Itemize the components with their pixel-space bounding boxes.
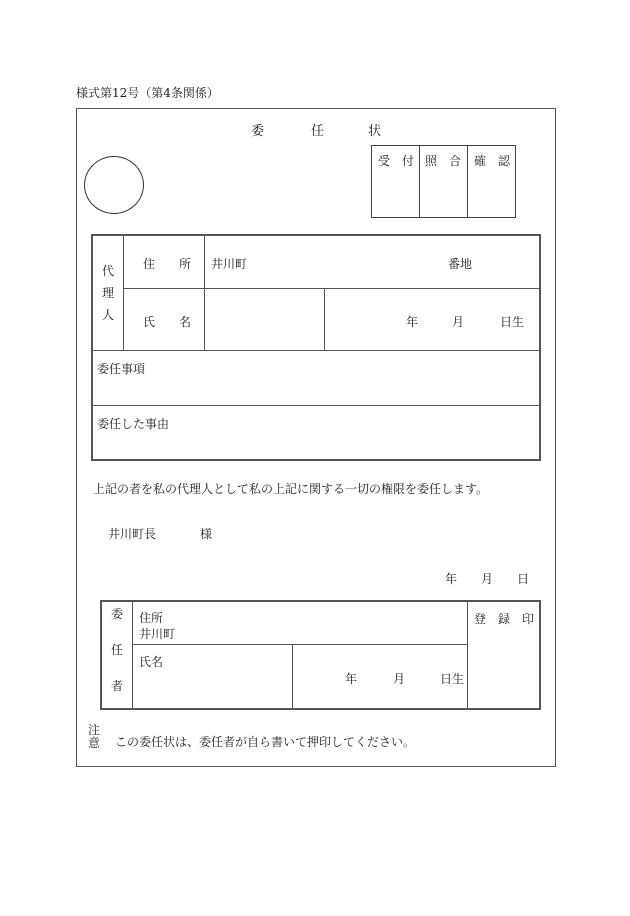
agent-birth-day: 日生 [500,315,525,329]
matters-label: 委任事項 [97,362,146,376]
seal-circle [84,156,144,214]
stamp-label-received: 受 付 [378,154,415,168]
agent-address-town[interactable]: 井川町 [211,257,248,271]
agent-header-char: 代 [101,264,114,278]
principal-seal-divider [467,600,468,710]
title-char-2: 任 [311,124,325,139]
stamp-divider [467,145,468,218]
principal-birth-year: 年 [345,672,358,686]
principal-header-char: 任 [110,643,123,657]
agent-name-field[interactable] [205,289,323,350]
agent-name-divider [324,288,325,351]
stamp-label-checked: 照 合 [425,154,462,168]
title-char-1: 委 [251,124,265,139]
agent-row-divider [91,405,541,406]
principal-name-divider [292,644,293,710]
principal-address-town[interactable]: 井川町 [139,627,176,641]
date-month: 月 [481,572,494,586]
principal-header-char: 者 [110,679,123,693]
principal-birth-month: 月 [393,672,406,686]
agent-address-label: 住 所 [143,257,192,271]
agent-header-divider [123,234,124,351]
agent-row-divider [123,288,541,289]
principal-name-field[interactable] [133,668,291,709]
addressee-honorific: 様 [200,527,213,541]
addressee: 井川町長 [108,527,157,541]
note-text: この委任状は、委任者が自ら書いて押印してください。 [115,735,416,749]
date-year: 年 [445,572,458,586]
principal-name-label: 氏名 [139,655,164,669]
note-char: 意 [87,736,100,750]
principal-row-header [109,608,125,692]
agent-row-divider [91,350,541,351]
agent-birth-year: 年 [406,315,419,329]
agent-address-suffix: 番地 [448,257,473,271]
note-char: 注 [87,723,100,737]
reason-label: 委任した事由 [97,417,170,431]
note-marker [86,724,102,749]
principal-row-divider [132,644,467,645]
agent-name-label: 氏 名 [143,315,192,329]
stamp-divider [419,145,420,218]
agent-header-char: 理 [101,286,114,300]
agent-birth-month: 月 [452,315,465,329]
registered-seal-label: 登 録 印 [474,612,535,626]
date-day: 日 [517,572,530,586]
agent-row-header [100,265,116,321]
principal-birth-day: 日生 [440,672,465,686]
principal-address-label: 住所 [139,611,164,625]
delegation-statement: 上記の者を私の代理人として私の上記に関する一切の権限を委任します。 [93,482,489,496]
stamp-label-confirmed: 確 認 [474,154,511,168]
title-char-3: 状 [368,124,382,139]
form-number: 様式第12号（第4条関係） [76,86,219,100]
principal-header-char: 委 [110,607,123,621]
agent-header-char: 人 [101,308,114,322]
